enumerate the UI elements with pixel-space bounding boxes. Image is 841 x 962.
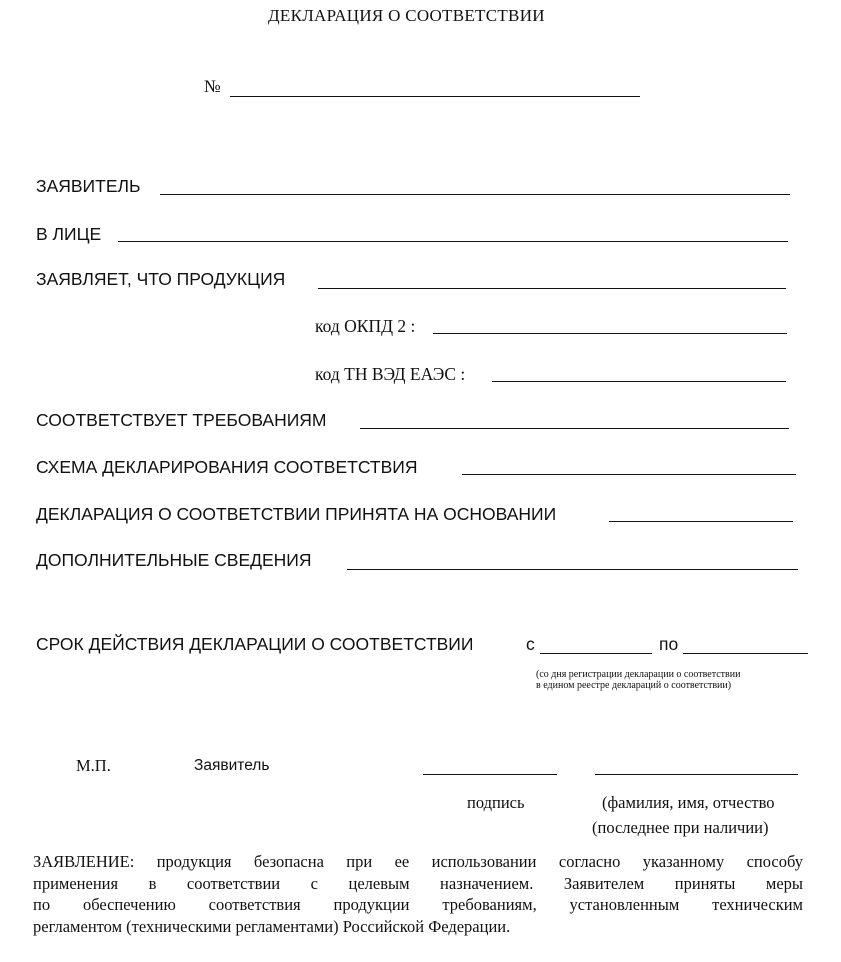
statement-line-4: регламентом (техническими регламентами) Российской Федерации. xyxy=(33,916,511,936)
document-title: ДЕКЛАРАЦИЯ О СООТВЕТСТВИИ xyxy=(268,6,545,25)
signature-applicant-label: Заявитель xyxy=(194,757,270,774)
declaration-scheme-label: СХЕМА ДЕКЛАРИРОВАНИЯ СООТВЕТСТВИЯ xyxy=(36,457,418,477)
okpd-code-field[interactable] xyxy=(433,333,787,334)
statement-line-1: ЗАЯВЛЕНИЕ: продукция безопасна при ее использовании согласно указанному способу xyxy=(33,852,803,871)
signature-field[interactable] xyxy=(423,774,557,775)
validity-label: СРОК ДЕЙСТВИЯ ДЕКЛАРАЦИИ О СООТВЕТСТВИИ xyxy=(36,634,474,654)
applicant-label: ЗАЯВИТЕЛЬ xyxy=(36,176,141,196)
represented-by-label: В ЛИЦЕ xyxy=(36,224,102,244)
tn-ved-code-field[interactable] xyxy=(492,381,786,382)
validity-note-line2: в едином реестре деклараций о соответствии) xyxy=(536,680,732,691)
statement-line-2: применения в соответствии с целевым назначением. Заявителем приняты меры xyxy=(33,873,803,893)
validity-note-line1: (со дня регистрации декларации о соответствии xyxy=(536,669,741,680)
declares-product-label: ЗАЯВЛЯЕТ, ЧТО ПРОДУКЦИЯ xyxy=(36,269,286,289)
okpd-code-label: код ОКПД 2 : xyxy=(315,316,416,336)
full-name-caption-line2: (последнее при наличии) xyxy=(592,818,769,837)
accepted-basis-field[interactable] xyxy=(609,521,793,522)
additional-info-field[interactable] xyxy=(347,569,798,570)
validity-to-label: по xyxy=(659,634,679,654)
complies-with-label: СООТВЕТСТВУЕТ ТРЕБОВАНИЯМ xyxy=(36,410,327,430)
statement-line-3: по обеспечению соответствия продукции требованиям, установленным техническим xyxy=(33,895,803,914)
complies-with-field[interactable] xyxy=(360,428,789,429)
represented-by-field[interactable] xyxy=(118,241,788,242)
product-field[interactable] xyxy=(318,288,786,289)
additional-info-label: ДОПОЛНИТЕЛЬНЫЕ СВЕДЕНИЯ xyxy=(36,550,312,570)
signature-caption: подпись xyxy=(467,793,525,812)
full-name-field[interactable] xyxy=(595,774,798,775)
number-label: № xyxy=(204,76,221,96)
tn-ved-code-label: код ТН ВЭД ЕАЭС : xyxy=(315,364,466,384)
applicant-field[interactable] xyxy=(160,194,790,195)
full-name-caption-line1: (фамилия, имя, отчество xyxy=(602,793,775,812)
accepted-basis-label: ДЕКЛАРАЦИЯ О СООТВЕТСТВИИ ПРИНЯТА НА ОСНОВАНИИ xyxy=(36,504,557,524)
stamp-label: М.П. xyxy=(76,756,111,775)
validity-to-field[interactable] xyxy=(683,653,808,654)
number-field[interactable] xyxy=(230,96,640,97)
declaration-scheme-field[interactable] xyxy=(462,474,796,475)
statement-paragraph xyxy=(33,851,803,937)
validity-from-label: с xyxy=(526,634,535,654)
validity-from-field[interactable] xyxy=(540,653,652,654)
